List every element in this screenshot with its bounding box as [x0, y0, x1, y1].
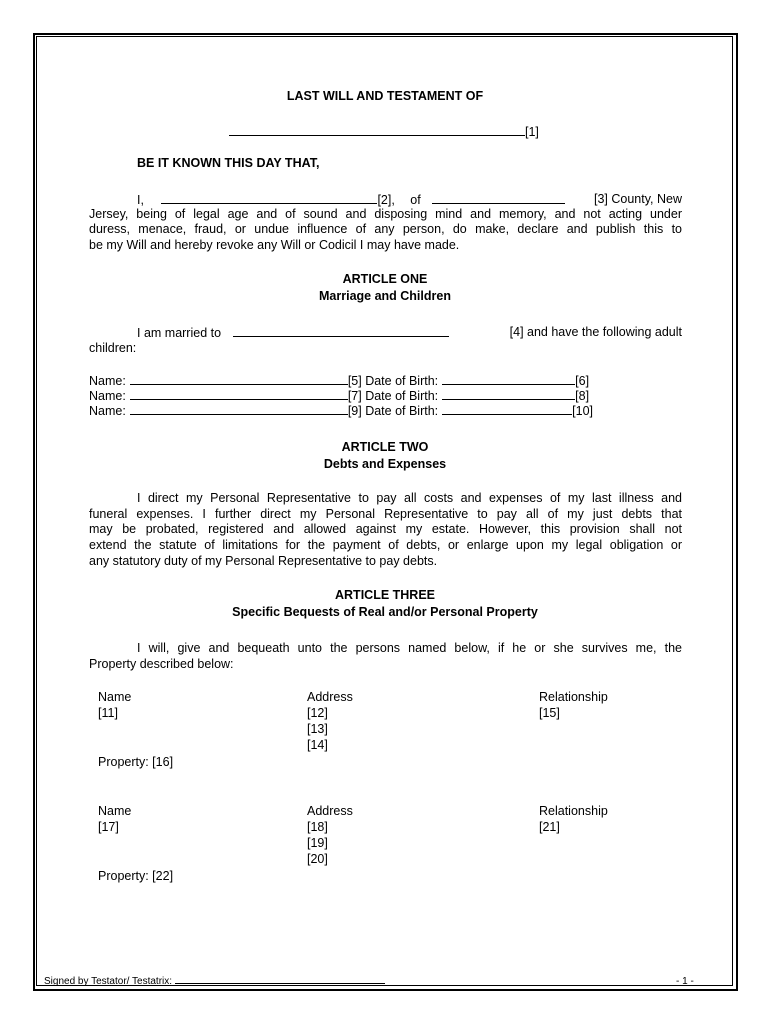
beneficiary-address-line[interactable]: [12]: [307, 706, 328, 720]
field-ref-4: [4] and have the following adult: [509, 325, 682, 339]
beneficiary-relationship-field[interactable]: [21]: [539, 820, 560, 834]
married-line: [137, 325, 682, 341]
beneficiary-address-line[interactable]: [18]: [307, 820, 328, 834]
signature-blank[interactable]: [175, 974, 385, 984]
field-ref-6: [6]: [575, 374, 590, 388]
document-title: LAST WILL AND TESTAMENT OF: [286, 89, 484, 103]
article-two-line-2: funeral expenses. I further direct my Personal Representative to pay all of my just debts that: [89, 507, 682, 521]
signed-label: Signed by Testator/ Testatrix:: [44, 976, 173, 987]
child-dob-blank[interactable]: [442, 403, 572, 415]
child-name-label: Name:: [89, 404, 126, 418]
beneficiary-address-line[interactable]: [19]: [307, 836, 328, 850]
child-dob-blank[interactable]: [442, 388, 575, 400]
married-prefix: I am married to: [137, 326, 222, 340]
child-name-label: Name:: [89, 374, 126, 388]
article-one-heading: ARTICLE ONE: [342, 272, 428, 286]
testator-full-name-blank[interactable]: [161, 192, 377, 204]
article-one-subheading: Marriage and Children: [319, 289, 451, 303]
field-ref-8: [8]: [575, 389, 590, 403]
beneficiary-address-header: Address: [307, 690, 353, 704]
child-row: [89, 373, 589, 389]
intro-line-3: duress, menace, fraud, or undue influence of any person, do make, declare and publish this to: [89, 222, 682, 236]
beneficiary-relationship-header: Relationship: [539, 690, 608, 704]
child-name-label: Name:: [89, 389, 126, 403]
county-blank[interactable]: [432, 192, 565, 204]
page-number: - 1 -: [676, 976, 694, 987]
beneficiary-address-line[interactable]: [13]: [307, 722, 328, 736]
article-two-subheading: Debts and Expenses: [323, 457, 447, 471]
child-name-blank[interactable]: [130, 373, 348, 385]
beneficiary-property-field[interactable]: Property: [22]: [98, 869, 174, 883]
beneficiary-relationship-field[interactable]: [15]: [539, 706, 560, 720]
intro-first-line: [137, 192, 682, 208]
signature-footer: [44, 974, 385, 989]
child-row: [89, 403, 593, 419]
child-dob-label: [5] Date of Birth:: [347, 374, 439, 388]
beneficiary-address-header: Address: [307, 804, 353, 818]
intro-line-2: Jersey, being of legal age and of sound and disposing mind and memory, and not acting under: [89, 207, 682, 221]
beneficiary-address-line[interactable]: [14]: [307, 738, 328, 752]
article-three-heading: ARTICLE THREE: [335, 588, 435, 602]
testator-name-blank[interactable]: [229, 124, 525, 136]
beneficiary-name-header: Name: [98, 804, 132, 818]
beneficiary-relationship-header: Relationship: [539, 804, 608, 818]
intro-of: of: [410, 193, 421, 207]
testator-name-field[interactable]: [229, 124, 539, 140]
married-line-2: children:: [89, 341, 137, 355]
beneficiary-name-field[interactable]: [17]: [98, 820, 119, 834]
article-three-line-1: I will, give and bequeath unto the persons named below, if he or she survives me, the: [137, 641, 682, 655]
article-two-line-4: extend the statute of limitations for the payment of debts, or enlarge upon my legal obligation or: [89, 538, 682, 552]
child-dob-label: [9] Date of Birth:: [347, 404, 439, 418]
child-dob-label: [7] Date of Birth:: [347, 389, 439, 403]
spouse-name-blank[interactable]: [233, 325, 449, 337]
field-ref-1: [1]: [525, 125, 539, 139]
intro-line-4: be my Will and hereby revoke any Will or Codicil I may have made.: [89, 238, 460, 252]
child-dob-blank[interactable]: [442, 373, 575, 385]
beneficiary-name-field[interactable]: [11]: [98, 706, 118, 720]
field-ref-3-county: [3] County, New: [593, 192, 682, 206]
child-row: [89, 388, 589, 404]
article-three-line-2: Property described below:: [89, 657, 234, 671]
field-ref-10: [10]: [572, 404, 594, 418]
article-two-line-1: I direct my Personal Representative to pay all costs and expenses of my last illness and: [137, 491, 682, 505]
article-two-heading: ARTICLE TWO: [341, 440, 429, 454]
beneficiary-name-header: Name: [98, 690, 132, 704]
article-two-line-3: may be probated, registered and allowed against my estate. However, this provision shall not: [89, 522, 682, 536]
child-name-blank[interactable]: [130, 388, 348, 400]
beneficiary-property-field[interactable]: Property: [16]: [98, 755, 174, 769]
article-three-subheading: Specific Bequests of Real and/or Personal Property: [232, 605, 538, 619]
intro-i: I,: [137, 193, 144, 207]
beneficiary-address-line[interactable]: [20]: [307, 852, 328, 866]
known-statement: BE IT KNOWN THIS DAY THAT,: [137, 156, 320, 170]
field-ref-2: [2],: [377, 193, 395, 207]
child-name-blank[interactable]: [130, 403, 348, 415]
article-two-line-5: any statutory duty of my Personal Representative to pay debts.: [89, 554, 438, 568]
